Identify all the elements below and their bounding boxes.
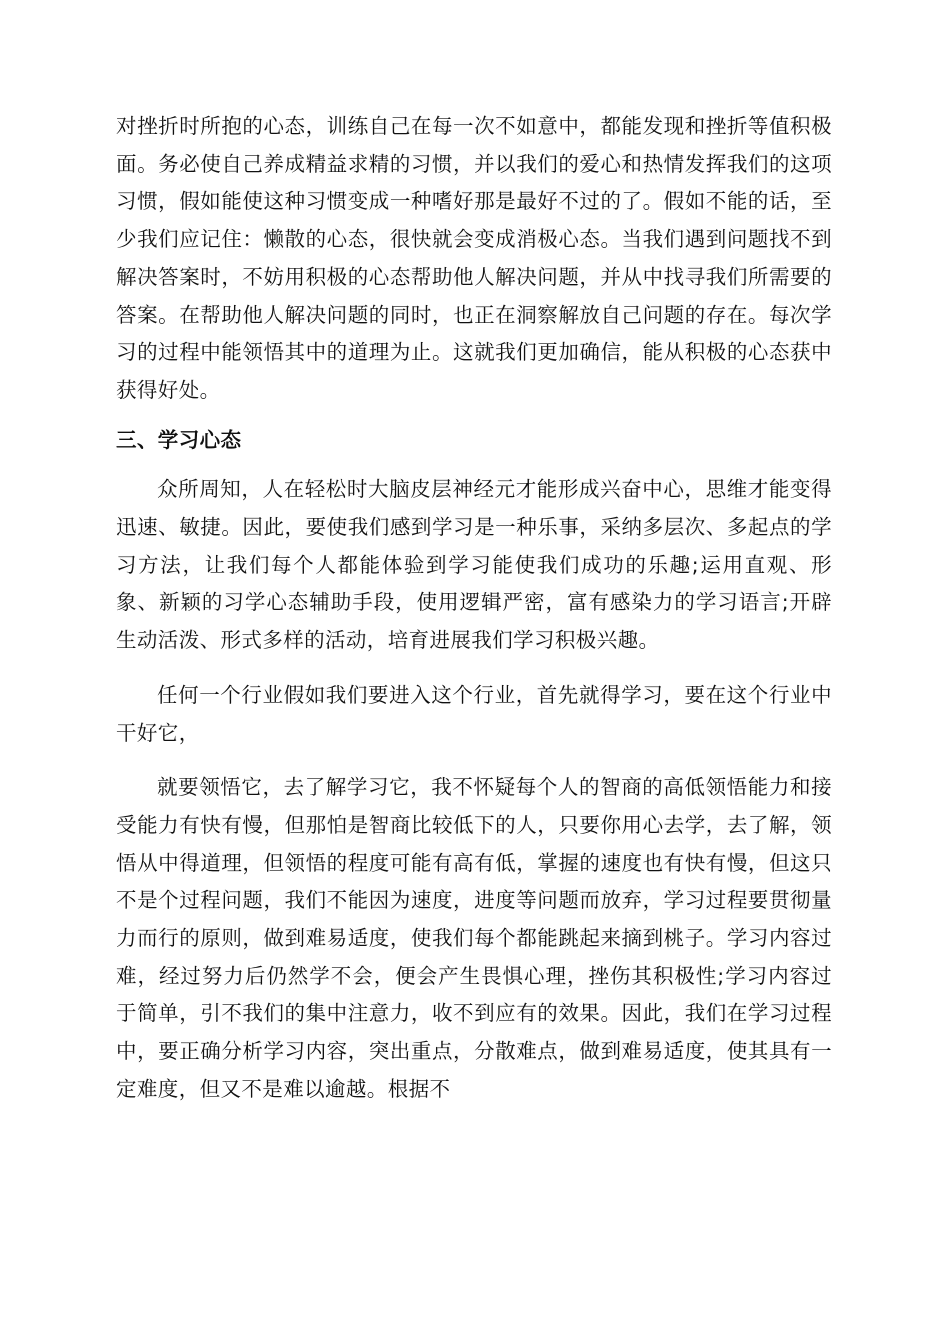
paragraph-2: 众所周知，人在轻松时大脑皮层神经元才能形成兴奋中心，思维才能变得迅速、敏捷。因此，要使我们感到学习是一种乐事，采纳多层次、多起点的学习方法，让我们每个人都能体验到学习能使我们成功的乐趣;运用直观、形象、新颖的习学心态辅助手段，使用逻辑严密，富有感染力的学习语言;开辟生动活泼、形式多样的活动，培育进展我们学习积极兴趣。 bbox=[116, 477, 832, 653]
paragraph-4: 就要领悟它，去了解学习它，我不怀疑每个人的智商的高低领悟能力和接受能力有快有慢，但那怕是智商比较低下的人，只要你用心去学，去了解，领悟从中得道理，但领悟的程度可能有高有低，掌握的速度也有快有慢，但这只不是个过程问题，我们不能因为速度，进度等问题而放弃，学习过程要贯彻量力而行的原则，做到难易适度，使我们每个都能跳起来摘到桃子。学习内容过难，经过努力后仍然学不会，便会产生畏惧心理，挫伤其积极性;学习内容过于简单，引不我们的集中注意力，收不到应有的效果。因此，我们在学习过程中，要正确分析学习内容，突出重点，分散难点，做到难易适度，使其具有一定难度，但又不是难以逾越。根据不 bbox=[116, 775, 832, 1101]
paragraph-3: 任何一个行业假如我们要进入这个行业，首先就得学习，要在这个行业中干好它， bbox=[116, 682, 832, 745]
document-body bbox=[116, 108, 832, 1109]
section-heading: 三、学习心态 bbox=[116, 427, 242, 452]
paragraph-1: 对挫折时所抱的心态，训练自己在每一次不如意中，都能发现和挫折等值积极面。务必使自己养成精益求精的习惯，并以我们的爱心和热情发挥我们的这项习惯，假如能使这种习惯变成一种嗜好那是最好不过的了。假如不能的话，至少我们应记住：懒散的心态，很快就会变成消极心态。当我们遇到问题找不到解决答案时，不妨用积极的心态帮助他人解决问题，并从中找寻我们所需要的答案。在帮助他人解决问题的同时，也正在洞察解放自己问题的存在。每次学习的过程中能领悟其中的道理为止。这就我们更加确信，能从积极的心态获中获得好处。 bbox=[116, 114, 832, 402]
